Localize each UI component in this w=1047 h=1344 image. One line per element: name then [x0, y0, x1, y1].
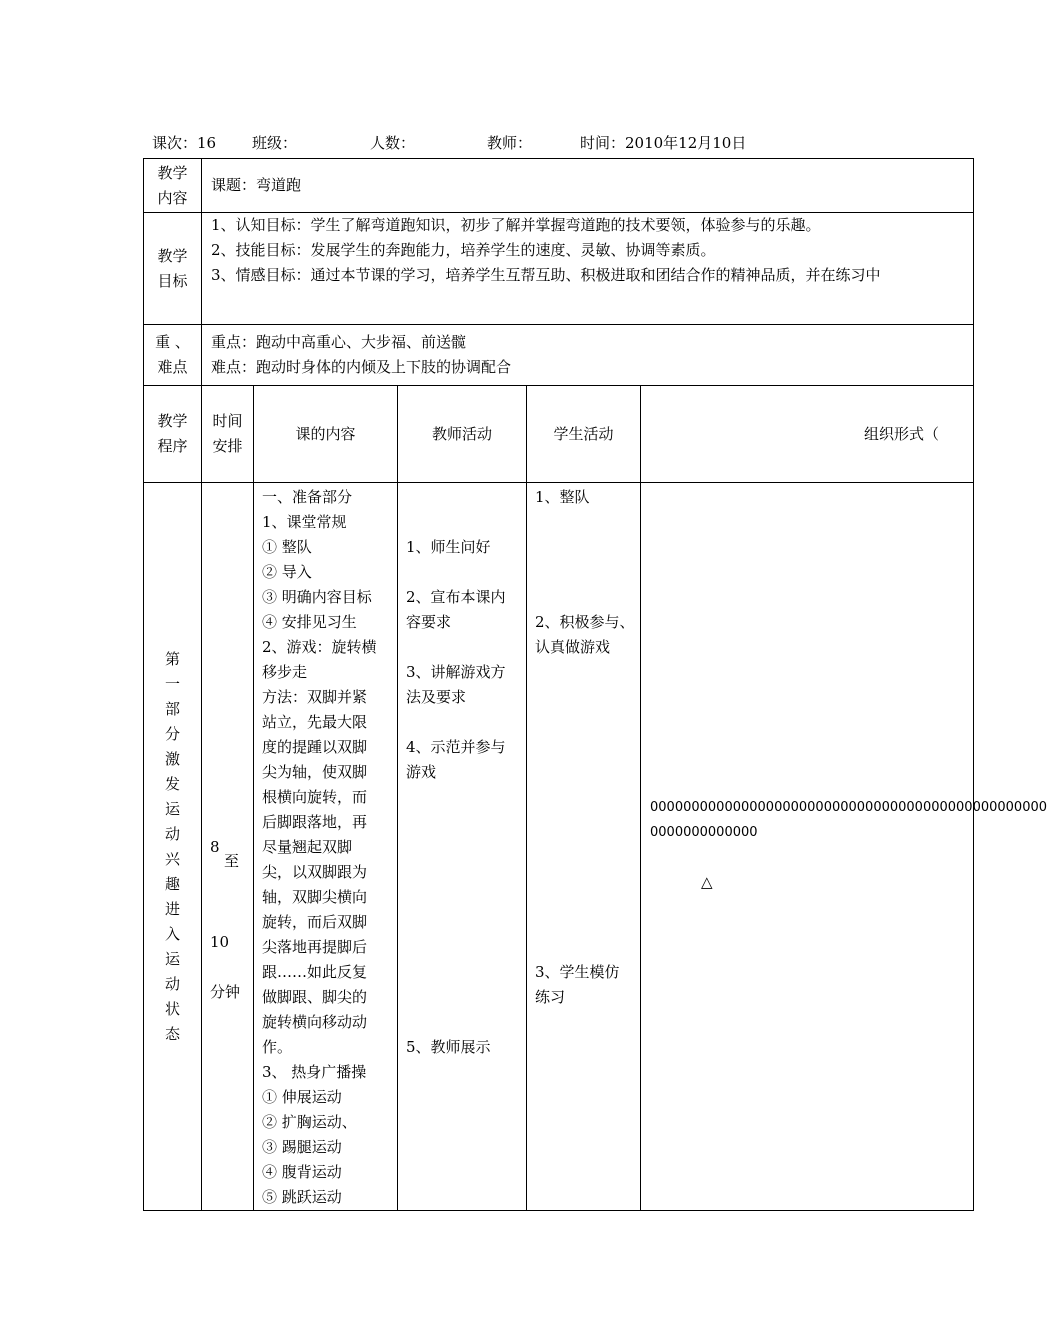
time-header: 时间 安排 [202, 386, 254, 483]
class-field: 班级： [252, 134, 298, 152]
goals-list [202, 213, 974, 325]
content-label: 教学 内容 [144, 159, 202, 213]
organization-header: 组织形式（ [641, 386, 974, 483]
part-one-student-activity: 1、整队 2、积极参与、 认真做游戏 3、学生模仿 练习 [527, 483, 641, 1211]
lesson-topic: 课题：弯道跑 [202, 159, 974, 213]
procedure-header-row [144, 386, 974, 483]
key-points-text [202, 325, 974, 386]
teacher-position-icon: △ [701, 873, 713, 891]
formation-rows: 000000000000000000000000000000000000000000000000 0000000000000 [650, 800, 1047, 840]
goals-row [144, 213, 974, 325]
part-one-label: 第 一 部 分 激 发 运 动 兴 趣 进 入 运 动 状 态 [144, 483, 202, 1211]
teacher-activity-header: 教师活动 [398, 386, 527, 483]
date-field: 时间：2010年12月10日 [580, 134, 747, 152]
goal-emotional: 3、情感目标：通过本节课的学习，培养学生互帮互助、积极进取和团结合作的精神品质，并在练习中 [211, 266, 881, 284]
part-one-content: 一、准备部分 1、课堂常规 ① 整队 ② 导入 ③ 明确内容目标 ④ 安排见习生 2、游戏：旋转横 移步走 方法：双脚并紧 站立，先最大限 度的提踵以双脚 尖为轴，使双脚 根横向旋转，而 后脚跟落地，再 尽量翘起双脚 尖，以双脚跟为 轴，双脚尖横向 旋转，而后双脚 尖落地再提脚后 跟……如此反复 做脚跟、脚尖的 旋转横向移动动 作。 3、 热身广播操 ① 伸展运动 ② 扩胸运动、 ③ 踢腿运动 ④ 腹背运动 ⑤ 跳跃运动 [254, 483, 398, 1211]
lesson-number: 课次：16 [152, 134, 217, 152]
goal-cognitive: 1、认知目标：学生了解弯道跑知识，初步了解并掌握弯道跑的技术要领，体验参与的乐趣。 [211, 216, 821, 234]
key-point: 重点：跑动中高重心、大步福、前送髋 [211, 333, 467, 351]
part-one-organization [641, 483, 1047, 1211]
teacher-field: 教师： [487, 134, 533, 152]
student-count-field: 人数： [370, 134, 416, 152]
content-header: 课的内容 [254, 386, 398, 483]
goals-label: 教学 目标 [144, 213, 202, 325]
part-one-duration: 8 至 10 分钟 [202, 483, 254, 1211]
difficult-point: 难点：跑动时身体的内倾及上下肢的协调配合 [211, 358, 512, 376]
key-points-row [144, 325, 974, 386]
content-row [144, 159, 974, 213]
lesson-plan-table [143, 158, 1047, 1211]
part-one-row [144, 483, 974, 1211]
part-one-teacher-activity: 1、师生问好 2、宣布本课内 容要求 3、讲解游戏方 法及要求 4、示范并参与 游戏 5、教师展示 [398, 483, 527, 1211]
program-header: 教学 程序 [144, 386, 202, 483]
student-activity-header: 学生活动 [527, 386, 641, 483]
goal-skill: 2、技能目标：发展学生的奔跑能力，培养学生的速度、灵敏、协调等素质。 [211, 241, 716, 259]
key-points-label: 重 、 难点 [144, 325, 202, 386]
